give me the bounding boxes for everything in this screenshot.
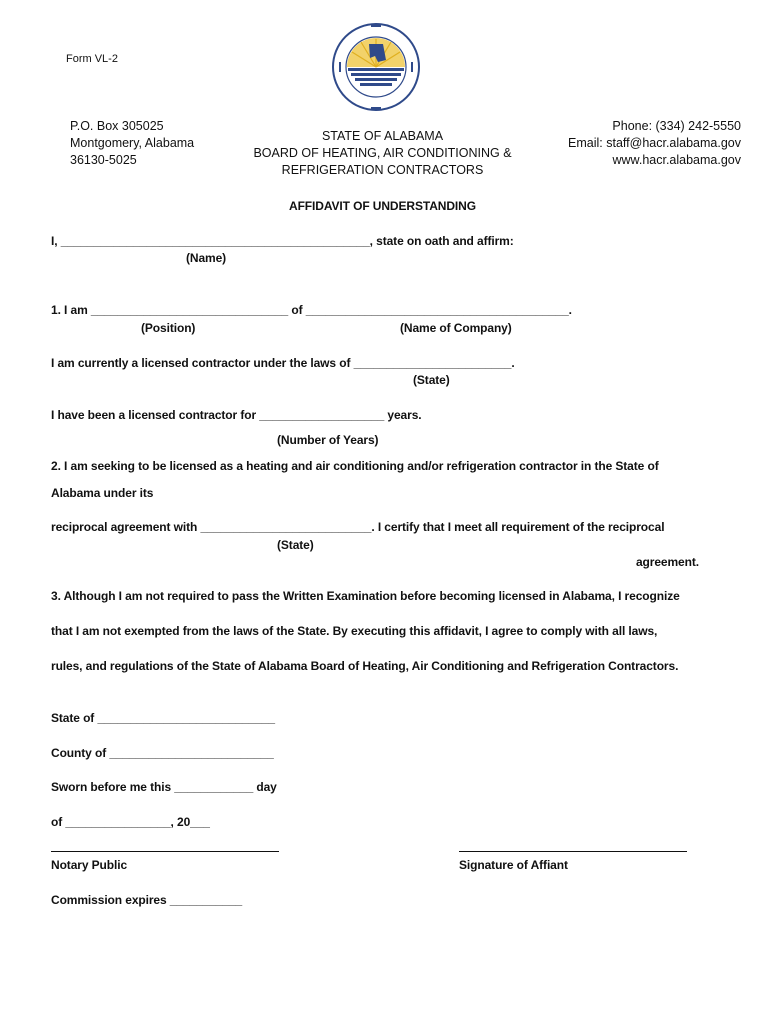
sworn-month-year-field[interactable]: of ________________, 20___ <box>51 815 210 829</box>
name-label: (Name) <box>186 251 227 265</box>
phone: Phone: (334) 242-5550 <box>612 119 741 133</box>
company-label: (Name of Company) <box>400 321 512 335</box>
form-id: Form VL-2 <box>66 53 118 65</box>
email-link[interactable]: Email: staff@hacr.alabama.gov <box>568 136 741 150</box>
address-line-2: Montgomery, Alabama <box>70 136 195 150</box>
years-statement[interactable]: I have been a licensed contractor for ___________________ years. <box>51 408 422 422</box>
item3-line-1: 3. Although I am not required to pass the Written Examination before becoming licensed in Alabama, I recognize <box>51 589 680 603</box>
item2-line-4: agreement. <box>635 555 699 569</box>
affiant-signature-line[interactable] <box>459 851 687 852</box>
item2-line-2: Alabama under its <box>51 486 154 500</box>
reciprocal-state-statement[interactable]: reciprocal agreement with __________________________. I certify that I meet all requirement of the reciprocal <box>51 520 665 534</box>
contact-info <box>530 118 741 169</box>
state-board-seal-icon <box>331 22 421 112</box>
item3-line-3: rules, and regulations of the State of Alabama Board of Heating, Air Conditioning and Refrigeration Contractors. <box>51 659 679 673</box>
years-label: (Number of Years) <box>277 433 379 447</box>
agency-line-3: REFRIGERATION CONTRACTORS <box>281 163 484 177</box>
commission-expires-field[interactable]: Commission expires ___________ <box>51 893 243 907</box>
position-label: (Position) <box>141 321 196 335</box>
website-link[interactable]: www.hacr.alabama.gov <box>612 153 741 167</box>
document-title: AFFIDAVIT OF UNDERSTANDING <box>289 199 476 213</box>
notary-state-field[interactable]: State of ___________________________ <box>51 711 275 725</box>
oath-statement[interactable]: I, _______________________________________________, state on oath and affirm: <box>51 234 514 248</box>
sworn-day-field[interactable]: Sworn before me this ____________ day <box>51 780 277 794</box>
licensed-state-statement[interactable]: I am currently a licensed contractor under the laws of ________________________. <box>51 356 515 370</box>
notary-signature-line[interactable] <box>51 851 279 852</box>
affiant-signature-label: Signature of Affiant <box>459 858 568 872</box>
item2-line-1: 2. I am seeking to be licensed as a heating and air conditioning and/or refrigeration contractor in the State of <box>51 459 659 473</box>
address-line-1: P.O. Box 305025 <box>70 119 164 133</box>
agency-line-2: BOARD OF HEATING, AIR CONDITIONING & <box>253 146 512 160</box>
state-label: (State) <box>413 373 450 387</box>
position-company-statement[interactable]: 1. I am ______________________________ of ________________________________________. <box>51 303 572 317</box>
agency-line-1: STATE OF ALABAMA <box>321 129 444 143</box>
address-line-3: 36130-5025 <box>70 153 137 167</box>
mailing-address <box>70 118 194 169</box>
reciprocal-state-label: (State) <box>277 538 314 552</box>
agency-name <box>230 128 535 179</box>
notary-county-field[interactable]: County of _________________________ <box>51 746 274 760</box>
notary-public-label: Notary Public <box>51 858 128 872</box>
item3-line-2: that I am not exempted from the laws of the State. By executing this affidavit, I agree to comply with all laws, <box>51 624 658 638</box>
